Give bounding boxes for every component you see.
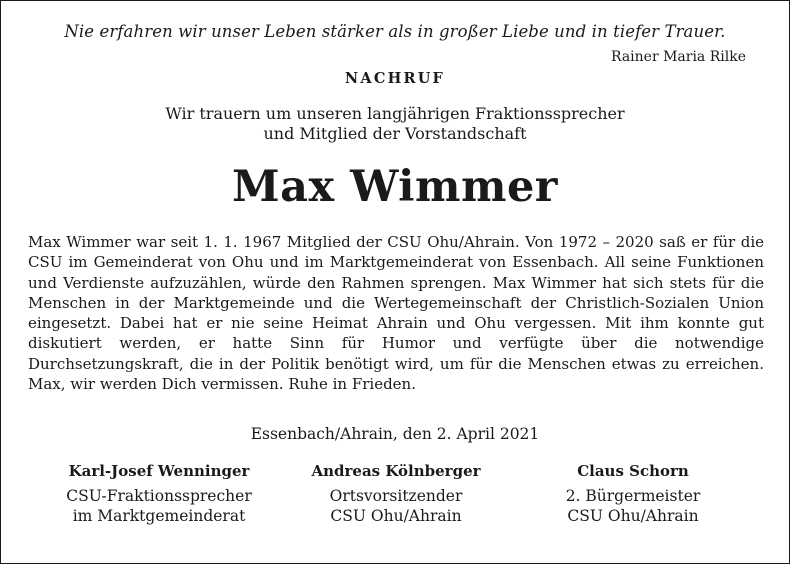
notice-heading: NACHRUF xyxy=(344,70,446,87)
quote-text: Nie erfahren wir unser Leben stärker als in großer Liebe und in tiefer Trauer. xyxy=(64,22,726,41)
signatory-role: CSU-Fraktionssprecher xyxy=(66,487,252,505)
signatory-role: CSU Ohu/Ahrain xyxy=(567,507,699,525)
signatory-role: CSU Ohu/Ahrain xyxy=(330,507,462,525)
body-paragraph: Max Wimmer war seit 1. 1. 1967 Mitglied der CSU Ohu/Ahrain. Von 1972 – 2020 saß er für die CSU im Gemeinderat von Ohu und im Marktgemeinderat von Essenbach. All seine Funktionen und Verdienste aufzuzählen, würde den Rahmen sprengen. Max Wimmer hat sich stets für die Menschen in der Marktgemeinde und die Wertegemeinschaft der Christlich-Sozialen Union eingesetzt. Dabei hat er nie seine Heimat Ahrain und Ohu vergessen. Mit ihm konnte gut diskutiert werden, er hatte Sinn für Humor und verfügte über die notwendige Durchsetzungskraft, die in der Politik benötigt wird, um für die Menschen etwas zu erreichen. Max, wir werden Dich vermissen. Ruhe in Frieden. xyxy=(28,233,764,394)
intro-line-2: und Mitglied der Vorstandschaft xyxy=(263,124,527,143)
signatory-name: Andreas Kölnberger xyxy=(311,462,481,480)
signatory-role: im Marktgemeinderat xyxy=(72,507,246,525)
signatory xyxy=(39,461,279,526)
signatory xyxy=(276,461,516,526)
signatory-name: Claus Schorn xyxy=(577,462,689,480)
intro-text xyxy=(1,104,789,144)
signatory-name: Karl-Josef Wenninger xyxy=(68,462,250,480)
intro-line-1: Wir trauern um unseren langjährigen Fraktionssprecher xyxy=(165,104,625,123)
signatory xyxy=(513,461,753,526)
signatory-role: 2. Bürgermeister xyxy=(565,487,701,505)
signatory-role: Ortsvorsitzender xyxy=(329,487,463,505)
quote-author: Rainer Maria Rilke xyxy=(610,49,746,65)
deceased-name: Max Wimmer xyxy=(232,162,558,212)
place-and-date: Essenbach/Ahrain, den 2. April 2021 xyxy=(250,425,540,443)
